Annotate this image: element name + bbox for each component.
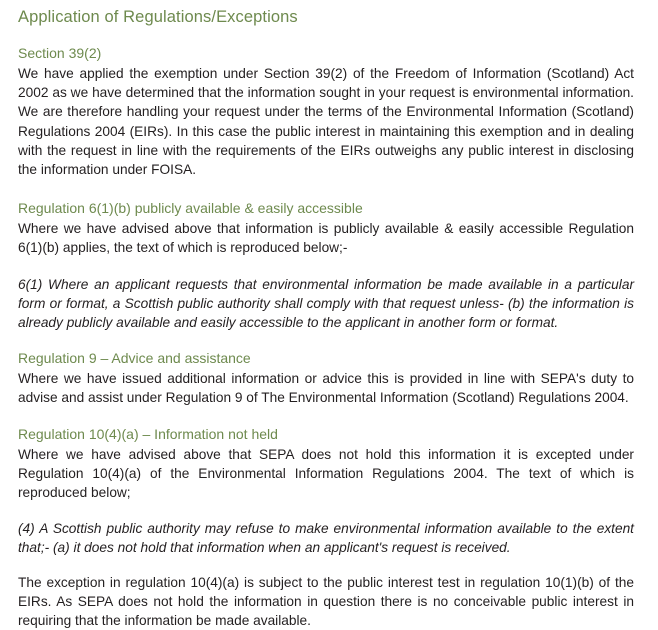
section-heading-regulation-10-4-a: Regulation 10(4)(a) – Information not held <box>18 425 278 442</box>
section-regulation-10-4-a <box>18 425 634 630</box>
section-body-regulation-9: Where we have issued additional information or advice this is provided in line with SEPA's duty to advise and assist under Regulation 9 of The Environmental Information (Scotland) Regulations 2004. <box>18 371 634 406</box>
section-closing-regulation-10-4-a: The exception in regulation 10(4)(a) is subject to the public interest test in regulation 10(1)(b) of the EIRs. As SEPA does not hold the information in question there is no conceivable public interest in requiring that the information be made available. <box>18 574 634 629</box>
section-39-2 <box>18 44 634 179</box>
section-heading-39-2: Section 39(2) <box>18 45 102 61</box>
section-quote-regulation-10-4-a: (4) A Scottish public authority may refuse to make environmental information available to the extent that;- (a) it does not hold that information when an applicant's request is received. <box>18 521 634 556</box>
section-regulation-9 <box>18 349 634 407</box>
section-heading-regulation-9: Regulation 9 – Advice and assistance <box>18 350 251 367</box>
section-body-regulation-6-1-b: Where we have advised above that information is publicly available & easily accessible Regulation 6(1)(b) applies, the text of which is reproduced below;- <box>18 221 634 256</box>
section-regulation-6-1-b <box>18 199 634 332</box>
section-body-regulation-10-4-a: Where we have advised above that SEPA does not hold this information it is excepted under Regulation 10(4)(a) of the Environmental Information Regulations 2004. The text of which is reproduced below; <box>18 446 634 501</box>
section-heading-regulation-6-1-b: Regulation 6(1)(b) publicly available & easily accessible <box>18 200 363 217</box>
page-title: Application of Regulations/Exceptions <box>18 8 298 26</box>
section-quote-regulation-6-1-b: 6(1) Where an applicant requests that environmental information be made available in a particular form or format, a Scottish public authority shall comply with that request unless- (b) the information is already publicly available and easily accessible to the applicant in another form or format. <box>18 276 634 331</box>
section-body-39-2: We have applied the exemption under Section 39(2) of the Freedom of Information (Scotland) Act 2002 as we have determined that the information sought in your request is environmental information. We are therefore handling your request under the terms of the Environmental Information (Scotland) Regulations 2004 (EIRs). In this case the public interest in maintaining this exemption and in dealing with the request in line with the requirements of the EIRs outweighs any public interest in disclosing the information under FOISA. <box>18 66 634 178</box>
